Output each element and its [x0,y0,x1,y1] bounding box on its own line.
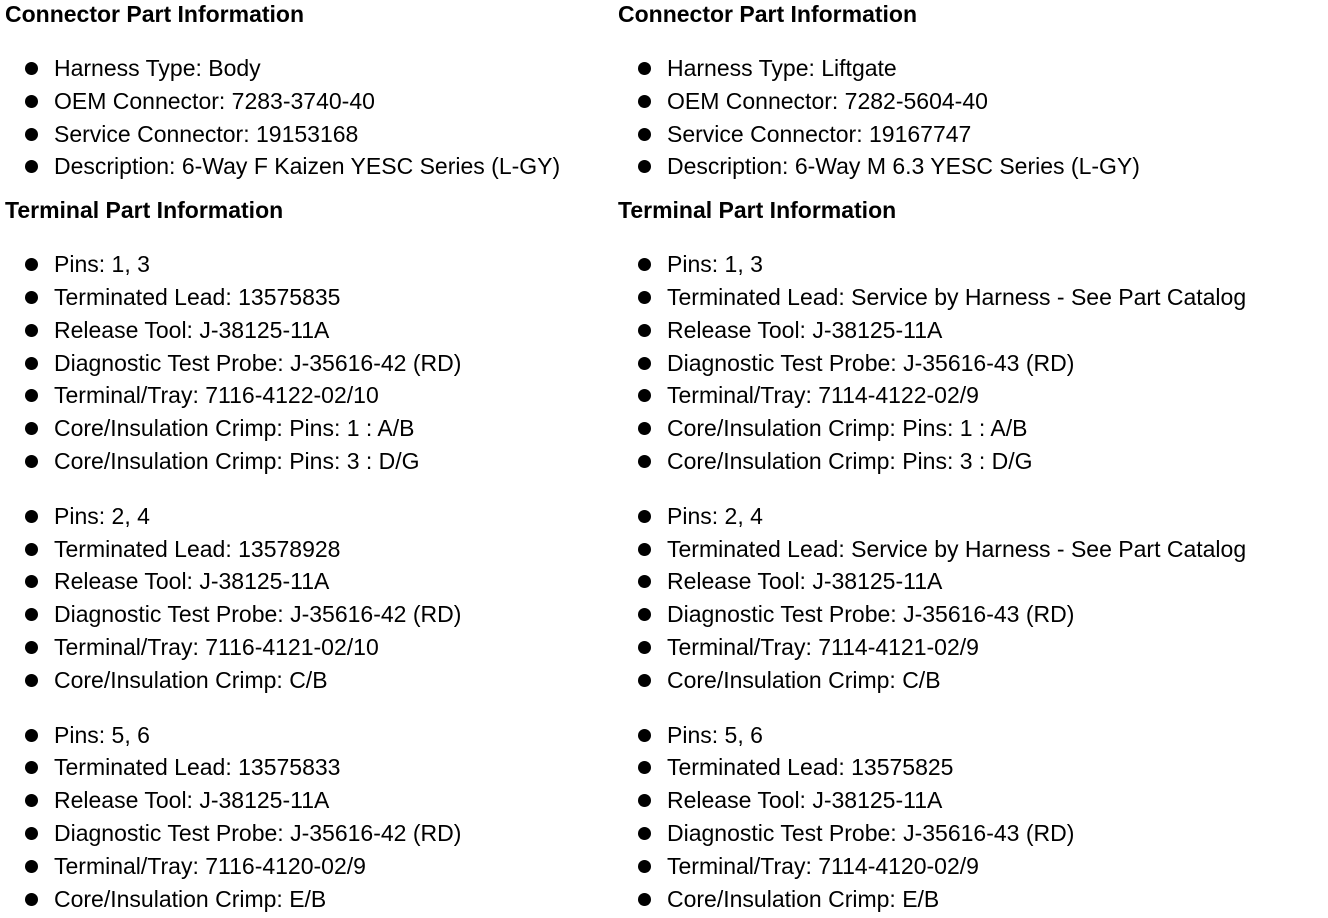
diagnostic-test-probe: Diagnostic Test Probe: J-35616-42 (RD) [5,347,610,380]
diagnostic-test-probe: Diagnostic Test Probe: J-35616-42 (RD) [5,817,610,850]
connector-description: Description: 6-Way M 6.3 YESC Series (L-GY) [618,150,1323,183]
pins: Pins: 1, 3 [5,248,610,281]
core-insulation-crimp: Core/Insulation Crimp: E/B [618,883,1323,916]
connector-heading: Connector Part Information [618,1,918,27]
terminated-lead: Terminated Lead: 13575835 [5,281,610,314]
release-tool: Release Tool: J-38125-11A [5,784,610,817]
pins: Pins: 2, 4 [5,500,610,533]
pins: Pins: 2, 4 [618,500,1323,533]
core-insulation-crimp: Core/Insulation Crimp: Pins: 1 : A/B [618,412,1323,445]
core-insulation-crimp: Core/Insulation Crimp: C/B [618,664,1323,697]
terminal-tray: Terminal/Tray: 7114-4120-02/9 [618,850,1323,883]
terminal-heading: Terminal Part Information [618,197,897,224]
diagnostic-test-probe: Diagnostic Test Probe: J-35616-43 (RD) [618,598,1323,631]
harness-type: Harness Type: Body [5,52,610,85]
connector-heading: Connector Part Information [5,1,305,27]
terminal-group-pins-2-4 [5,500,610,697]
diagnostic-test-probe: Diagnostic Test Probe: J-35616-42 (RD) [5,598,610,631]
release-tool: Release Tool: J-38125-11A [618,314,1323,347]
release-tool: Release Tool: J-38125-11A [5,565,610,598]
pins: Pins: 1, 3 [618,248,1323,281]
terminated-lead: Terminated Lead: Service by Harness - See Part Catalog [618,281,1323,314]
terminated-lead: Terminated Lead: 13575825 [618,751,1323,784]
terminal-tray: Terminal/Tray: 7114-4121-02/9 [618,631,1323,664]
terminated-lead: Terminated Lead: 13578928 [5,533,610,566]
diagnostic-test-probe: Diagnostic Test Probe: J-35616-43 (RD) [618,817,1323,850]
pins: Pins: 5, 6 [618,719,1323,752]
terminal-tray: Terminal/Tray: 7116-4120-02/9 [5,850,610,883]
core-insulation-crimp: Core/Insulation Crimp: C/B [5,664,610,697]
left-connector-column [5,0,610,915]
core-insulation-crimp: Core/Insulation Crimp: Pins: 1 : A/B [5,412,610,445]
connector-info-list [5,52,610,183]
pins: Pins: 5, 6 [5,719,610,752]
release-tool: Release Tool: J-38125-11A [5,314,610,347]
terminal-group-pins-2-4 [618,500,1323,697]
service-connector: Service Connector: 19153168 [5,118,610,151]
core-insulation-crimp: Core/Insulation Crimp: Pins: 3 : D/G [618,445,1323,478]
harness-type: Harness Type: Liftgate [618,52,1323,85]
core-insulation-crimp: Core/Insulation Crimp: Pins: 3 : D/G [5,445,610,478]
terminal-heading: Terminal Part Information [5,197,284,224]
terminal-group-pins-5-6 [5,719,610,916]
terminated-lead: Terminated Lead: Service by Harness - See Part Catalog [618,533,1323,566]
oem-connector: OEM Connector: 7282-5604-40 [618,85,1323,118]
terminal-group-pins-5-6 [618,719,1323,916]
release-tool: Release Tool: J-38125-11A [618,565,1323,598]
service-connector: Service Connector: 19167747 [618,118,1323,151]
terminal-tray: Terminal/Tray: 7114-4122-02/9 [618,379,1323,412]
release-tool: Release Tool: J-38125-11A [618,784,1323,817]
diagnostic-test-probe: Diagnostic Test Probe: J-35616-43 (RD) [618,347,1323,380]
right-connector-column [618,0,1323,915]
oem-connector: OEM Connector: 7283-3740-40 [5,85,610,118]
core-insulation-crimp: Core/Insulation Crimp: E/B [5,883,610,916]
terminal-tray: Terminal/Tray: 7116-4122-02/10 [5,379,610,412]
terminal-group-pins-1-3 [5,248,610,478]
terminated-lead: Terminated Lead: 13575833 [5,751,610,784]
terminal-tray: Terminal/Tray: 7116-4121-02/10 [5,631,610,664]
connector-info-list [618,52,1323,183]
connector-description: Description: 6-Way F Kaizen YESC Series (L-GY) [5,150,610,183]
terminal-group-pins-1-3 [618,248,1323,478]
